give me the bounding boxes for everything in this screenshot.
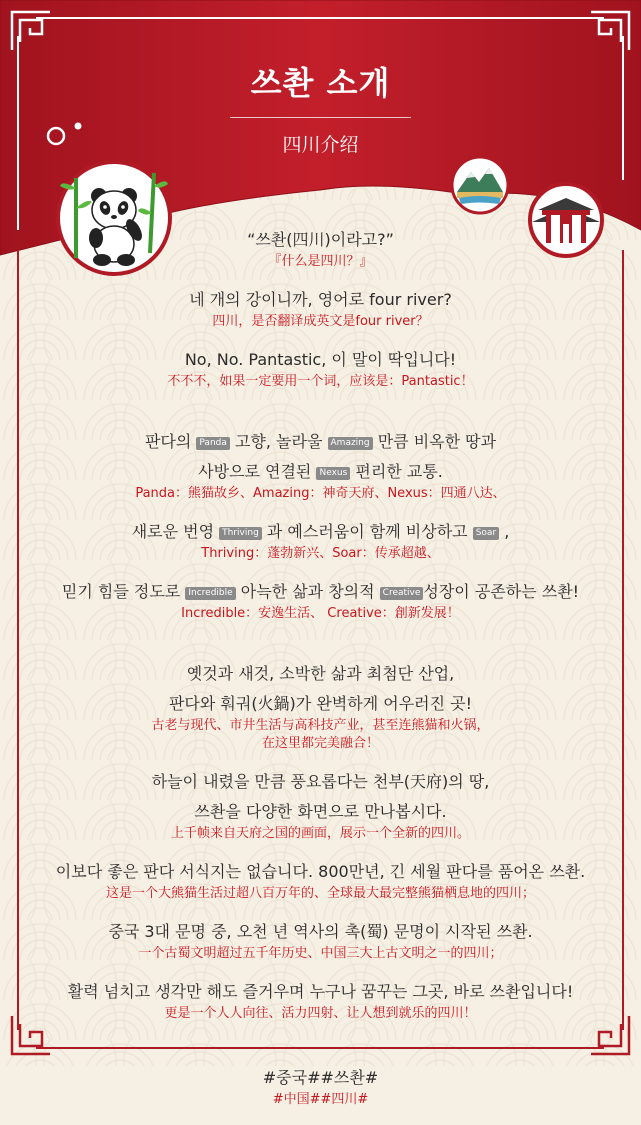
- ko-line: 판다와 훠궈(火鍋)가 완벽하게 어우러진 곳!: [168, 694, 473, 713]
- zh-line: 古老与现代、市井生活与高科技产业，甚至连熊猫和火锅，: [151, 718, 490, 733]
- keyword-tag: Amazing: [328, 437, 373, 450]
- ko-line: 하늘이 내렸을 만큼 풍요롭다는 천부(天府)의 땅,: [151, 772, 490, 791]
- hashtag-ko[interactable]: #중국##쓰촨#: [262, 1068, 379, 1087]
- mountain-river-icon: [449, 154, 511, 216]
- keyword-tag: Creative: [380, 587, 424, 600]
- section-vibrant-sichuan: [20, 979, 621, 1023]
- page-subtitle: 四川介绍: [282, 134, 359, 156]
- zh-line: 不不不，如果一定要用一个词，应该是：Pantastic！: [167, 374, 474, 389]
- ko-line: 판다의 Panda 고향, 놀라울 Amazing 만큼 비옥한 땅과: [144, 432, 497, 451]
- keyword-tag: Panda: [196, 437, 229, 450]
- keyword-tag: Thriving: [219, 527, 262, 540]
- ko-line: 이보다 좋은 판다 서식지는 없습니다. 800만년, 긴 세월 판다를 품어온 쓰촨.: [55, 862, 586, 881]
- ko-line: 옛것과 새것, 소박한 삶과 최첨단 산업,: [186, 664, 455, 683]
- ko-line: 쓰촨을 다양한 화면으로 만나봅시다.: [194, 802, 447, 821]
- ko-line: “쓰촨(四川)이라고?”: [247, 230, 394, 249]
- section-shu-civilization: [20, 919, 621, 963]
- keyword-tag: Nexus: [316, 467, 350, 480]
- zh-line: 上千帧来自天府之国的画面，展示一个全新的四川。: [170, 826, 470, 841]
- zh-line: 更是一个人人向往、活力四射、让人想到就乐的四川！: [164, 1006, 477, 1021]
- keyword-tag: Soar: [473, 527, 499, 540]
- section-land-of-abundance: [20, 769, 621, 843]
- ko-line: 중국 3대 문명 중, 오천 년 역사의 촉(蜀) 문명이 시작된 쓰촨.: [108, 922, 533, 941]
- ko-line: 새로운 번영 Thriving 과 예스러움이 함께 비상하고 Soar ,: [131, 522, 510, 541]
- keyword-tag: Incredible: [185, 587, 235, 600]
- section-what-is-sichuan: [20, 227, 621, 271]
- ko-line: 사방으로 연결된 Nexus 편리한 교통.: [198, 462, 443, 481]
- zh-line: Incredible：安逸生活、 Creative：創新发展！: [181, 606, 460, 621]
- zh-line: 这是一个大熊猫生活过超八百万年的、全球最大最完整熊猫栖息地的四川；: [105, 886, 535, 901]
- zh-line: Thriving：蓬勃新兴、Soar：传承超越、: [201, 546, 440, 561]
- section-thriving-soar: [20, 519, 621, 563]
- section-panda-habitat: [20, 859, 621, 903]
- section-pantastic: [20, 347, 621, 391]
- zh-line: 『什么是四川？』: [268, 254, 373, 269]
- content-body: [20, 227, 621, 1125]
- zh-line: Panda：熊猫故乡、Amazing：神奇天府、Nexus：四通八达、: [135, 486, 506, 501]
- zh-line: 在这里都完美融合！: [261, 736, 379, 751]
- ko-line: 믿기 힘들 정도로 Incredible 아늑한 삶과 창의적 Creative 성장이 공존하는 쓰촨!: [61, 582, 580, 601]
- ko-line: No, No. Pantastic, 이 말이 딱입니다!: [184, 350, 457, 369]
- hashtags: [20, 1065, 621, 1109]
- section-panda-amazing-nexus: [20, 429, 621, 503]
- section-four-river: [20, 287, 621, 331]
- zh-line: 四川，是否翻译成英文是four river？: [212, 314, 429, 329]
- zh-line: 一个古蜀文明超过五千年历史、中国三大上古文明之一的四川；: [138, 946, 503, 961]
- ko-line: 활력 넘치고 생각만 해도 즐거우며 누구나 꿈꾸는 그곳, 바로 쓰촨입니다!: [67, 982, 574, 1001]
- section-old-and-new: [20, 661, 621, 753]
- page-title: 쓰촨 소개: [250, 64, 391, 102]
- ko-line: 네 개의 강이니까, 영어로 four river?: [189, 290, 452, 309]
- hashtag-zh[interactable]: #中国##四川#: [272, 1092, 369, 1107]
- section-incredible-creative: [20, 579, 621, 623]
